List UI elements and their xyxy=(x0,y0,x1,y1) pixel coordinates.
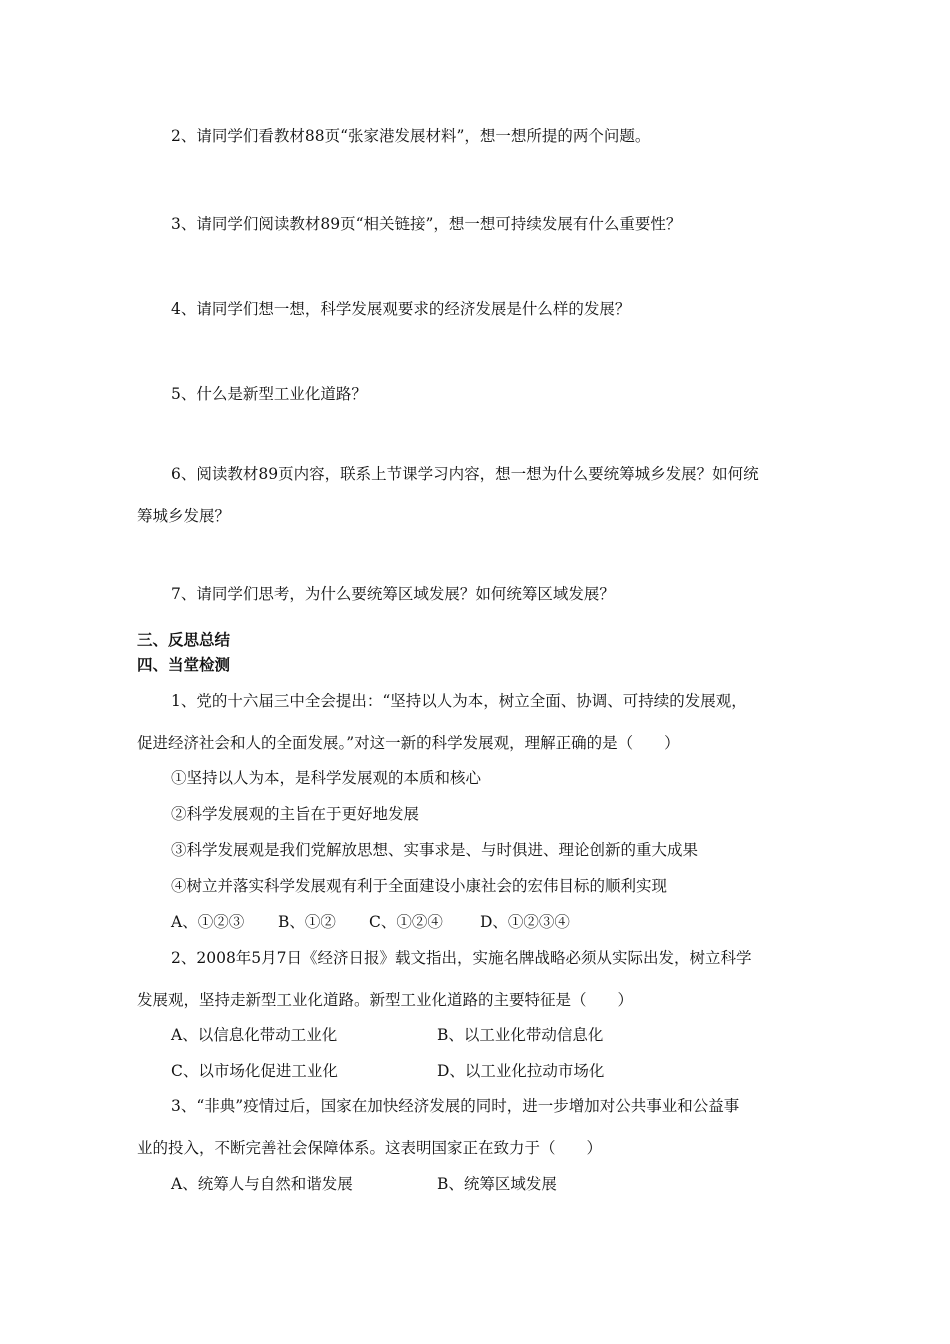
test-1-option-b: B、①② xyxy=(278,913,336,931)
test-1-line-2: 促进经济社会和人的全面发展。”对这一新的科学发展观，理解正确的是（ ） xyxy=(137,734,680,752)
test-3-option-a: A、统筹人与自然和谐发展 xyxy=(171,1175,353,1193)
question-6-line-1: 6、阅读教材89页内容，联系上节课学习内容，想一想为什么要统筹城乡发展？如何统 xyxy=(171,465,759,483)
test-1-statement-1: ①坚持以人为本，是科学发展观的本质和核心 xyxy=(171,769,482,787)
section-heading-test: 四、当堂检测 xyxy=(137,656,231,674)
question-5: 5、什么是新型工业化道路？ xyxy=(171,385,367,403)
test-1-statement-3: ③科学发展观是我们党解放思想、实事求是、与时俱进、理论创新的重大成果 xyxy=(171,841,699,859)
test-3-line-1: 3、“非典”疫情过后，国家在加快经济发展的同时，进一步增加对公共事业和公益事 xyxy=(171,1097,740,1115)
question-4: 4、请同学们想一想，科学发展观要求的经济发展是什么样的发展？ xyxy=(171,300,631,318)
test-2-option-c: C、以市场化促进工业化 xyxy=(171,1062,338,1080)
test-2-option-d: D、以工业化拉动市场化 xyxy=(437,1062,605,1080)
test-2-option-a: A、以信息化带动工业化 xyxy=(171,1026,338,1044)
section-heading-reflection: 三、反思总结 xyxy=(137,631,231,649)
test-1-line-1: 1、党的十六届三中全会提出：“坚持以人为本，树立全面、协调、可持续的发展观， xyxy=(171,692,747,710)
test-2-line-1: 2、2008年5月7日《经济日报》载文指出，实施名牌战略必须从实际出发，树立科学 xyxy=(171,949,752,967)
test-3-line-2: 业的投入，不断完善社会保障体系。这表明国家正在致力于（ ） xyxy=(137,1139,603,1157)
test-2-line-2: 发展观，坚持走新型工业化道路。新型工业化道路的主要特征是（ ） xyxy=(137,991,634,1009)
question-3: 3、请同学们阅读教材89页“相关链接”，想一想可持续发展有什么重要性？ xyxy=(171,215,682,233)
test-3-option-b: B、统筹区域发展 xyxy=(437,1175,557,1193)
test-1-statement-2: ②科学发展观的主旨在于更好地发展 xyxy=(171,805,420,823)
question-2: 2、请同学们看教材88页“张家港发展材料”，想一想所提的两个问题。 xyxy=(171,127,651,145)
test-1-option-c: C、①②④ xyxy=(369,913,443,931)
test-1-option-d: D、①②③④ xyxy=(480,913,570,931)
test-2-option-b: B、以工业化带动信息化 xyxy=(437,1026,604,1044)
question-6-line-2: 筹城乡发展？ xyxy=(137,507,231,525)
question-7: 7、请同学们思考，为什么要统筹区域发展？如何统筹区域发展？ xyxy=(171,585,615,603)
test-1-option-a: A、①②③ xyxy=(171,913,245,931)
test-1-statement-4: ④树立并落实科学发展观有利于全面建设小康社会的宏伟目标的顺利实现 xyxy=(171,877,668,895)
